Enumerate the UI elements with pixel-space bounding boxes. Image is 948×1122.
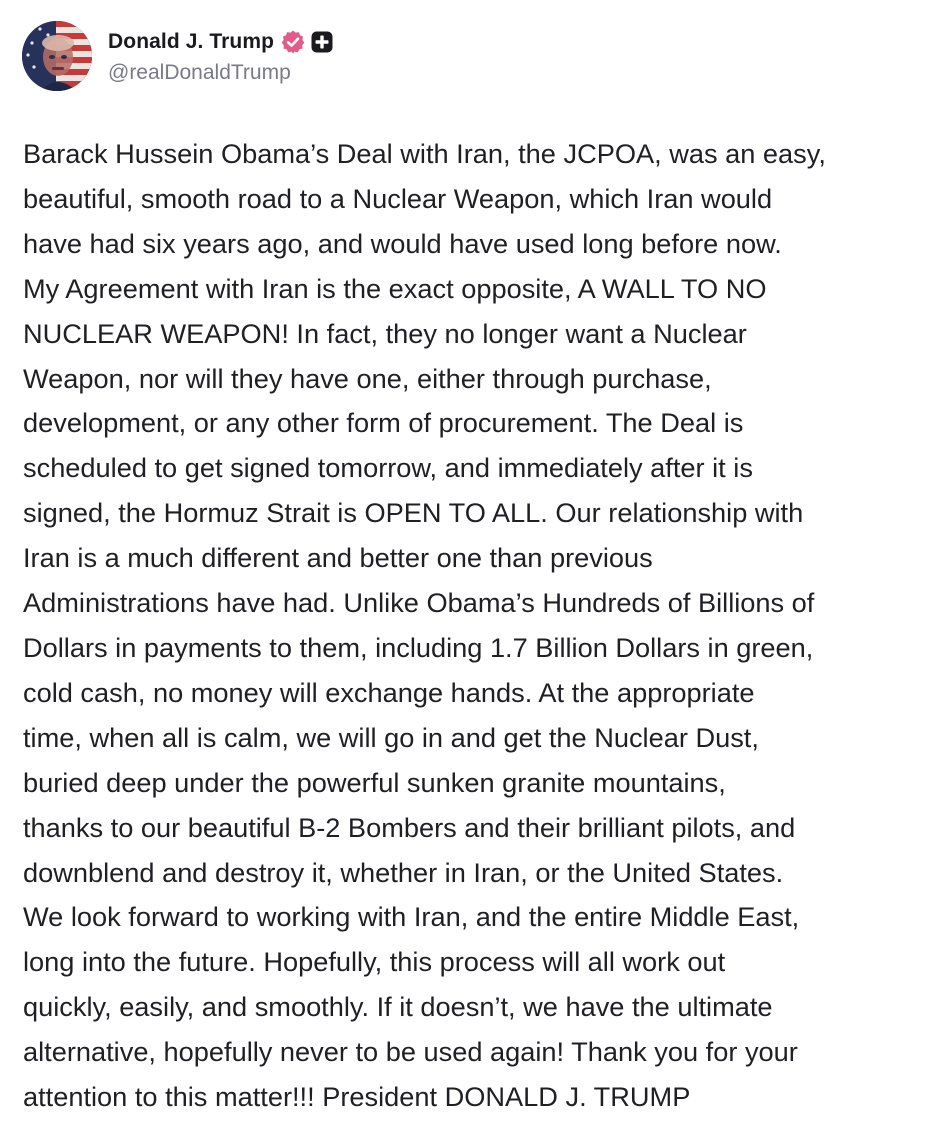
post-body-line: time, when all is calm, we will go in and get the Nuclear Dust,: [23, 721, 759, 753]
post-body-line: scheduled to get signed tomorrow, and immediately after it is: [23, 452, 753, 484]
post-body-line: Iran is a much different and better one than previous: [23, 542, 653, 574]
post-body: [23, 132, 923, 1120]
post-body-line: Dollars in payments to them, including 1.7 Billion Dollars in green,: [23, 631, 814, 663]
post-body-line: buried deep under the powerful sunken granite mountains,: [23, 766, 726, 798]
post-body-line: long into the future. Hopefully, this process will all work out: [23, 946, 726, 978]
post-body-line: Barack Hussein Obama’s Deal with Iran, the JCPOA, was an easy,: [23, 138, 826, 169]
post-body-line: My Agreement with Iran is the exact opposite, A WALL TO NO: [23, 272, 767, 304]
post-body-line: quickly, easily, and smoothly. If it doesn’t, we have the ultimate: [23, 991, 773, 1023]
author-names: [108, 27, 334, 85]
post-body-line: signed, the Hormuz Strait is OPEN TO ALL. Our relationship with: [23, 497, 804, 529]
post-body-line: beautiful, smooth road to a Nuclear Weapon, which Iran would: [23, 182, 773, 214]
post-body-line: We look forward to working with Iran, and the entire Middle East,: [23, 901, 800, 933]
post-body-line: downblend and destroy it, whether in Iran, or the United States.: [23, 856, 784, 888]
post-body-line: cold cash, no money will exchange hands. At the appropriate: [23, 676, 755, 708]
post-body-line: alternative, hopefully never to be used again! Thank you for your: [23, 1036, 798, 1068]
post-header: [22, 20, 334, 92]
avatar-image: [22, 21, 92, 91]
name-row: [108, 27, 334, 57]
avatar[interactable]: [22, 21, 92, 91]
plus-badge-icon: [310, 30, 334, 54]
verified-badge-icon: [280, 29, 306, 55]
post-body-line: NUCLEAR WEAPON! In fact, they no longer want a Nuclear: [23, 317, 747, 349]
post-body-line: attention to this matter!!! President DONALD J. TRUMP: [23, 1081, 691, 1113]
author-handle[interactable]: @realDonaldTrump: [108, 61, 291, 84]
post-body-line: thanks to our beautiful B-2 Bombers and their brilliant pilots, and: [23, 811, 796, 843]
author-display-name[interactable]: Donald J. Trump: [108, 30, 275, 53]
post-body-line: development, or any other form of procurement. The Deal is: [23, 407, 744, 439]
post-body-line: Weapon, nor will they have one, either through purchase,: [23, 362, 712, 394]
post-body-line: have had six years ago, and would have used long before now.: [23, 227, 782, 259]
post-body-line: Administrations have had. Unlike Obama’s Hundreds of Billions of: [23, 587, 815, 619]
